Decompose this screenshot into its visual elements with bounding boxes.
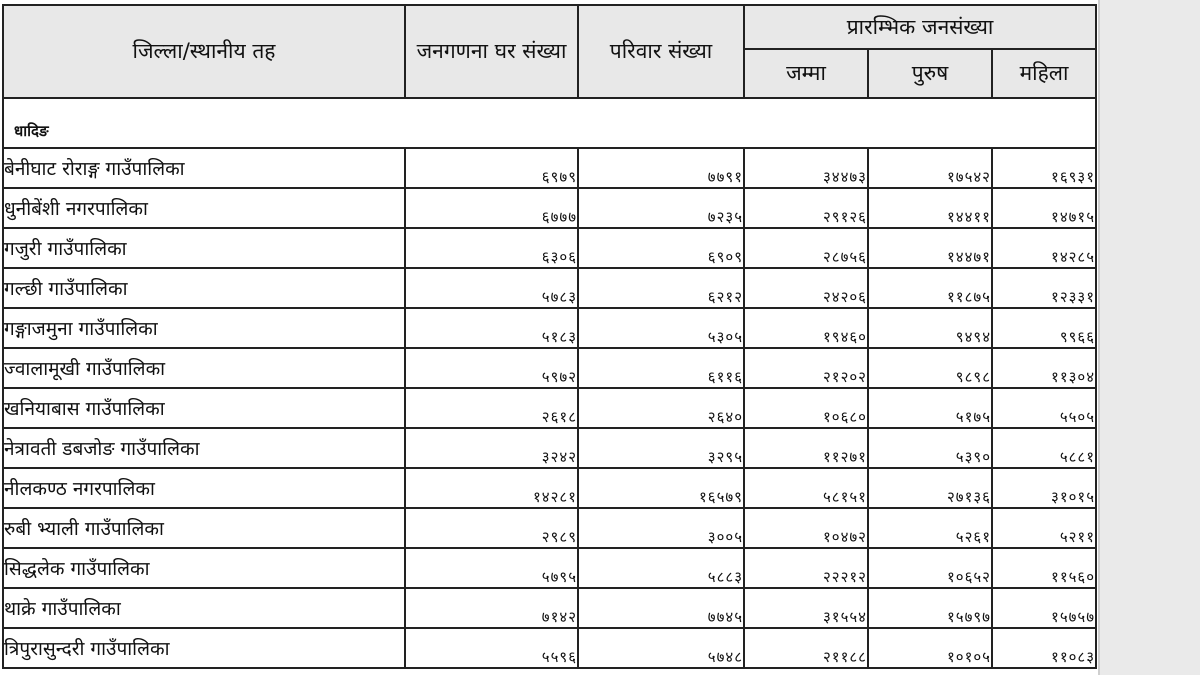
cell-female: १६९३१ bbox=[992, 148, 1096, 188]
table-row bbox=[3, 588, 1096, 628]
cell-male: ५१७५ bbox=[868, 388, 992, 428]
cell-name: नेत्रावती डबजोङ गाउँपालिका bbox=[3, 428, 405, 468]
cell-total: २२२१२ bbox=[744, 548, 868, 588]
cell-houses: १४२८१ bbox=[405, 468, 578, 508]
cell-families: ३००५ bbox=[578, 508, 744, 548]
cell-name: खनियाबास गाउँपालिका bbox=[3, 388, 405, 428]
cell-male: ११८७५ bbox=[868, 268, 992, 308]
cell-families: ७२३५ bbox=[578, 188, 744, 228]
table-header bbox=[3, 5, 1096, 98]
cell-male: २७१३६ bbox=[868, 468, 992, 508]
cell-total: १०६८० bbox=[744, 388, 868, 428]
cell-houses: ६७७७ bbox=[405, 188, 578, 228]
cell-families: ६२१२ bbox=[578, 268, 744, 308]
cell-female: १४७१५ bbox=[992, 188, 1096, 228]
cell-female: ११५६० bbox=[992, 548, 1096, 588]
table-row bbox=[3, 388, 1096, 428]
cell-female: ९९६६ bbox=[992, 308, 1096, 348]
cell-total: २४२०६ bbox=[744, 268, 868, 308]
cell-total: २११८८ bbox=[744, 628, 868, 668]
header-family-count: परिवार संख्या bbox=[578, 5, 744, 98]
cell-houses: ५७८३ bbox=[405, 268, 578, 308]
population-table bbox=[2, 4, 1097, 669]
header-census-households: जनगणना घर संख्या bbox=[405, 5, 578, 98]
cell-male: ९४९४ bbox=[868, 308, 992, 348]
cell-female: ५८८१ bbox=[992, 428, 1096, 468]
cell-houses: ३२४२ bbox=[405, 428, 578, 468]
cell-name: गल्छी गाउँपालिका bbox=[3, 268, 405, 308]
cell-total: ११२७१ bbox=[744, 428, 868, 468]
cell-families: १६५७९ bbox=[578, 468, 744, 508]
cell-name: थाक्रे गाउँपालिका bbox=[3, 588, 405, 628]
cell-male: ५२६१ bbox=[868, 508, 992, 548]
table-row bbox=[3, 148, 1096, 188]
cell-name: गङ्गाजमुना गाउँपालिका bbox=[3, 308, 405, 348]
table-body bbox=[3, 98, 1096, 668]
cell-houses: ५७९५ bbox=[405, 548, 578, 588]
cell-total: ३४४७३ bbox=[744, 148, 868, 188]
cell-male: १४४११ bbox=[868, 188, 992, 228]
cell-families: २६४० bbox=[578, 388, 744, 428]
cell-total: ५८१५१ bbox=[744, 468, 868, 508]
table-row bbox=[3, 508, 1096, 548]
cell-families: ६९०९ bbox=[578, 228, 744, 268]
table-row bbox=[3, 468, 1096, 508]
cell-total: २८७५६ bbox=[744, 228, 868, 268]
table-row bbox=[3, 628, 1096, 668]
cell-total: १०४७२ bbox=[744, 508, 868, 548]
cell-houses: ७१४२ bbox=[405, 588, 578, 628]
cell-male: ५३९० bbox=[868, 428, 992, 468]
cell-male: १७५४२ bbox=[868, 148, 992, 188]
cell-female: ११३०४ bbox=[992, 348, 1096, 388]
cell-houses: ५५९६ bbox=[405, 628, 578, 668]
cell-female: ५२११ bbox=[992, 508, 1096, 548]
cell-female: ५५०५ bbox=[992, 388, 1096, 428]
cell-male: १०१०५ bbox=[868, 628, 992, 668]
cell-total: ३१५५४ bbox=[744, 588, 868, 628]
cell-female: ३१०१५ bbox=[992, 468, 1096, 508]
district-group-row bbox=[3, 98, 1096, 148]
cell-houses: २९८९ bbox=[405, 508, 578, 548]
cell-total: २९१२६ bbox=[744, 188, 868, 228]
cell-houses: ५१८३ bbox=[405, 308, 578, 348]
table-row bbox=[3, 548, 1096, 588]
cell-name: बेनीघाट रोराङ्ग गाउँपालिका bbox=[3, 148, 405, 188]
cell-houses: २६१८ bbox=[405, 388, 578, 428]
cell-families: ५७४८ bbox=[578, 628, 744, 668]
cell-name: धुनीबेंशी नगरपालिका bbox=[3, 188, 405, 228]
cell-houses: ६३०६ bbox=[405, 228, 578, 268]
cell-name: सिद्धलेक गाउँपालिका bbox=[3, 548, 405, 588]
cell-houses: ६९७९ bbox=[405, 148, 578, 188]
cell-families: ५३०५ bbox=[578, 308, 744, 348]
header-female: महिला bbox=[992, 49, 1096, 98]
header-district-local: जिल्ला/स्थानीय तह bbox=[3, 5, 405, 98]
cell-male: १०६५२ bbox=[868, 548, 992, 588]
district-name: धादिङ bbox=[3, 98, 1096, 148]
header-male: पुरुष bbox=[868, 49, 992, 98]
cell-male: १४४७१ bbox=[868, 228, 992, 268]
cell-male: ९८९८ bbox=[868, 348, 992, 388]
header-total: जम्मा bbox=[744, 49, 868, 98]
table-row bbox=[3, 308, 1096, 348]
cell-name: ज्वालामूखी गाउँपालिका bbox=[3, 348, 405, 388]
cell-name: गजुरी गाउँपालिका bbox=[3, 228, 405, 268]
header-preliminary-population: प्रारम्भिक जनसंख्या bbox=[744, 5, 1096, 49]
cell-houses: ५९७२ bbox=[405, 348, 578, 388]
cell-female: १४२८५ bbox=[992, 228, 1096, 268]
table-row bbox=[3, 348, 1096, 388]
table-row bbox=[3, 188, 1096, 228]
cell-families: ७७९१ bbox=[578, 148, 744, 188]
cell-female: ११०८३ bbox=[992, 628, 1096, 668]
table-row bbox=[3, 428, 1096, 468]
cell-families: ६११६ bbox=[578, 348, 744, 388]
cell-female: १२३३१ bbox=[992, 268, 1096, 308]
cell-total: २१२०२ bbox=[744, 348, 868, 388]
table-row bbox=[3, 228, 1096, 268]
cell-families: ३२९५ bbox=[578, 428, 744, 468]
cell-name: त्रिपुरासुन्दरी गाउँपालिका bbox=[3, 628, 405, 668]
sheet-edge-divider bbox=[1098, 0, 1100, 675]
cell-male: १५७९७ bbox=[868, 588, 992, 628]
cell-families: ५८८३ bbox=[578, 548, 744, 588]
cell-name: रुबी भ्याली गाउँपालिका bbox=[3, 508, 405, 548]
cell-female: १५७५७ bbox=[992, 588, 1096, 628]
cell-total: १९४६० bbox=[744, 308, 868, 348]
table-row bbox=[3, 268, 1096, 308]
cell-name: नीलकण्ठ नगरपालिका bbox=[3, 468, 405, 508]
cell-families: ७७४५ bbox=[578, 588, 744, 628]
